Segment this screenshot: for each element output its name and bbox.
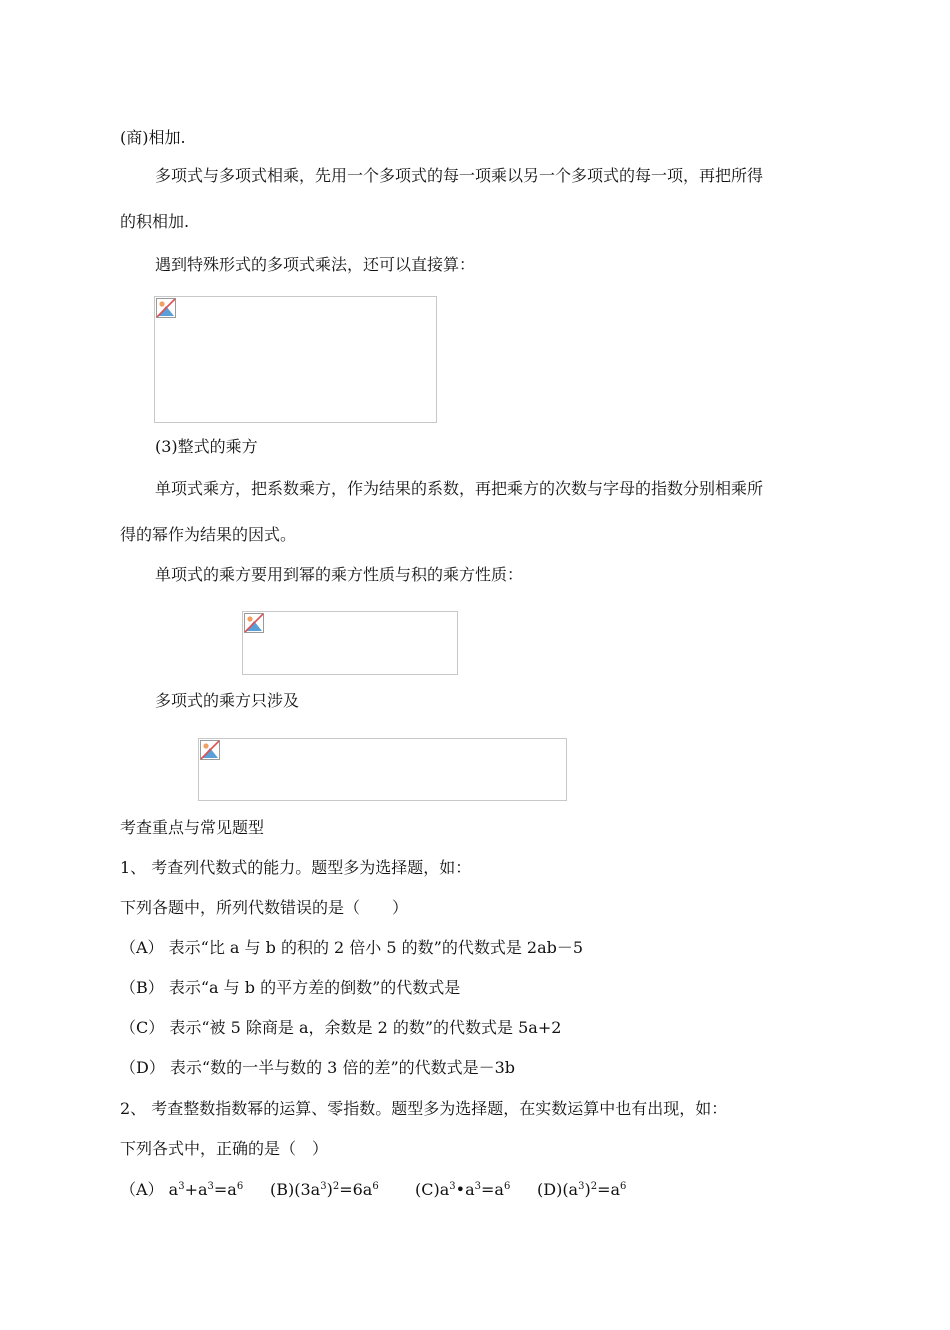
paragraph-monomial-power-rule-cont: 得的幂作为结果的因式。 xyxy=(120,525,297,544)
question-2-option-d: $(D)(a^3)^2=a^6$ xyxy=(537,1180,627,1199)
formula-image-power-properties xyxy=(242,611,458,675)
paragraph-quotient-add: (商)相加. xyxy=(120,128,186,147)
paragraph-special-multiplication: 遇到特殊形式的多项式乘法，还可以直接算： xyxy=(155,255,476,274)
paragraph-poly-multiply-rule-cont: 的积相加. xyxy=(120,212,190,231)
question-1-option-d: （D） 表示“数的一半与数的 3 倍的差”的代数式是－3b xyxy=(120,1058,516,1077)
broken-image-icon xyxy=(156,298,176,318)
question-1-intro: 1、 考查列代数式的能力。题型多为选择题，如： xyxy=(120,858,472,877)
paragraph-poly-power: 多项式的乘方只涉及 xyxy=(155,691,300,710)
question-2-option-b: $(B)(3a^3)^2=6a^6$ xyxy=(270,1180,379,1199)
question-1-option-a: （A） 表示“比 a 与 b 的积的 2 倍小 5 的数”的代数式是 2ab－5 xyxy=(120,938,584,957)
paragraph-poly-multiply-rule: 多项式与多项式相乘，先用一个多项式的每一项乘以另一个多项式的每一项，再把所得 xyxy=(155,166,764,185)
question-2-option-a: （A） $a^3+a^3=a^6$ xyxy=(120,1180,244,1199)
paragraph-monomial-power-rule: 单项式乘方，把系数乘方，作为结果的系数，再把乘方的次数与字母的指数分别相乘所 xyxy=(155,479,764,498)
broken-image-icon xyxy=(200,740,220,760)
section-heading-power: (3)整式的乘方 xyxy=(155,437,258,456)
question-1-option-b: （B） 表示“a 与 b 的平方差的倒数”的代数式是 xyxy=(120,978,461,997)
formula-image-poly-power xyxy=(198,738,567,801)
paragraph-power-properties: 单项式的乘方要用到幂的乘方性质与积的乘方性质： xyxy=(155,565,524,584)
question-1-option-c: （C） 表示“被 5 除商是 a，余数是 2 的数”的代数式是 5a+2 xyxy=(120,1018,562,1037)
section-heading-key-points: 考查重点与常见题型 xyxy=(120,818,265,837)
question-2-option-c: $(C)a^3•a^3=a^6$ xyxy=(415,1180,511,1199)
question-2-intro: 2、 考查整数指数幂的运算、零指数。题型多为选择题，在实数运算中也有出现，如： xyxy=(120,1099,728,1118)
formula-image-special-products xyxy=(154,296,437,423)
question-1-stem: 下列各题中，所列代数错误的是（ ） xyxy=(120,898,409,917)
broken-image-icon xyxy=(244,613,264,633)
question-2-stem: 下列各式中，正确的是（ ） xyxy=(120,1139,329,1158)
